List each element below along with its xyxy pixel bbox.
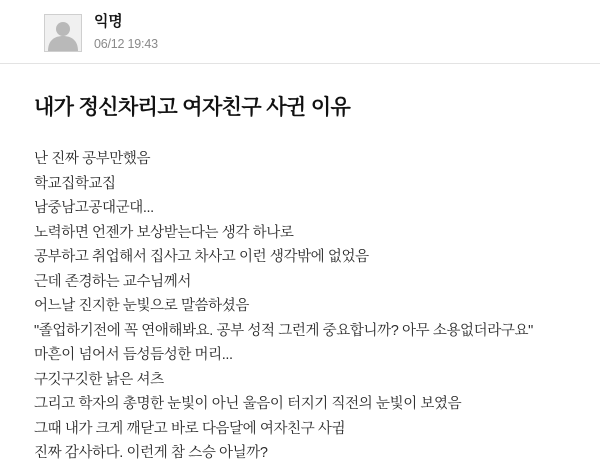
post-line: 학교집학교집 [34, 175, 116, 192]
post-line: 근데 존경하는 교수님께서 [34, 273, 191, 290]
post-line: 진짜 감사하다. 이런게 참 스승 아닐까? [34, 445, 268, 462]
user-avatar-icon [45, 17, 81, 51]
author-name: 익명 [94, 13, 123, 30]
post-line: 난 진짜 공부만했음 [34, 151, 151, 168]
post-line: 어느날 진지한 눈빛으로 말씀하셨음 [34, 298, 249, 315]
post-body [0, 145, 600, 466]
post-line: 그리고 학자의 총명한 눈빛이 아닌 울음이 터지기 직전의 눈빛이 보였음 [34, 396, 462, 413]
page-title: 내가 정신차리고 여자친구 사귄 이유 [34, 96, 351, 120]
avatar [44, 14, 82, 52]
post-line: 노력하면 언젠가 보상받는다는 생각 하나로 [34, 224, 294, 241]
post-line: "졸업하기전에 꼭 연애해봐요. 공부 성적 그런게 중요합니까? 아무 소용없더라구요" [34, 322, 533, 339]
post-line: 공부하고 취업해서 집사고 차사고 이런 생각밖에 없었음 [34, 249, 369, 266]
author-block [94, 12, 158, 53]
post-line: 구깃구깃한 낡은 셔츠 [34, 371, 164, 388]
post-header [0, 0, 600, 63]
post-line: 그때 내가 크게 깨닫고 바로 다음달에 여자친구 사귐 [34, 420, 346, 437]
post-line: 남중남고공대군대... [34, 200, 154, 217]
post-line: 마흔이 넘어서 듬성듬성한 머리... [34, 347, 233, 364]
header-divider [0, 63, 600, 64]
post-date: 06/12 19:43 [94, 37, 158, 51]
